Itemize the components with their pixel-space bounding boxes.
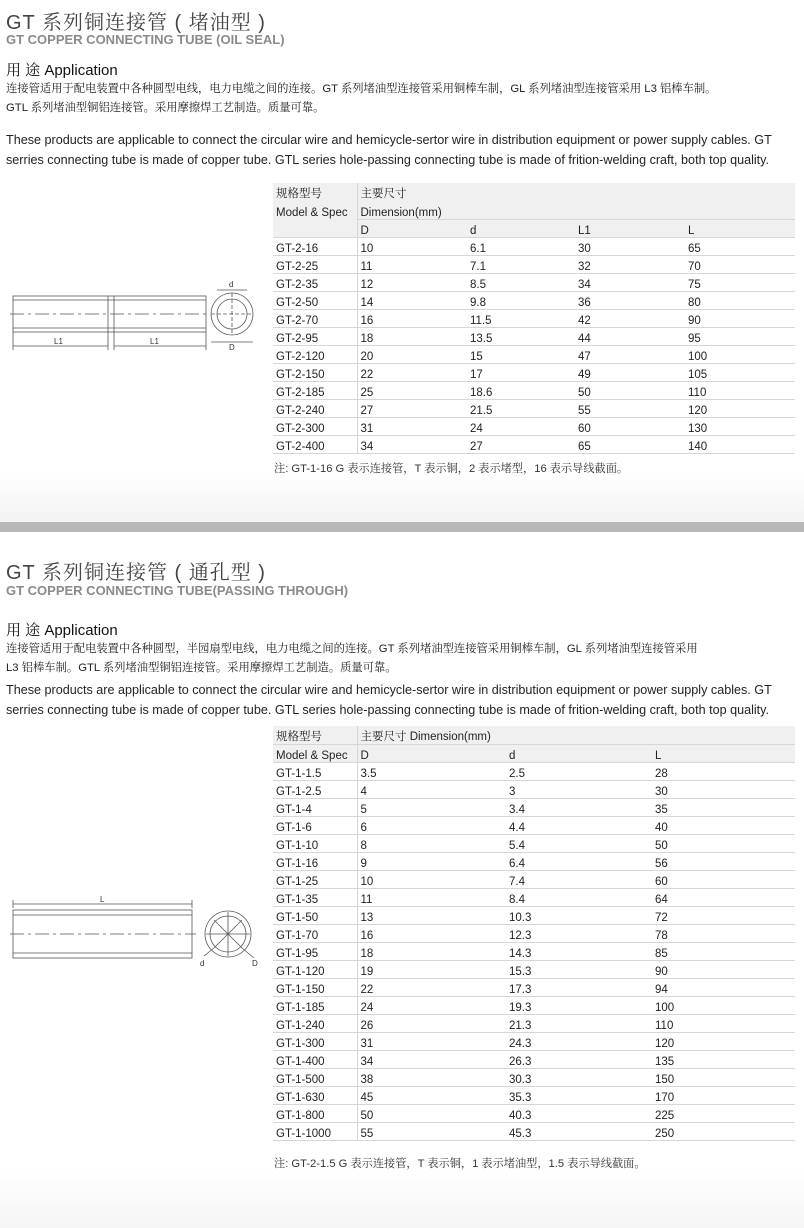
value-cell: 56 [652, 852, 795, 870]
model-cell: GT-1-185 [273, 996, 357, 1014]
value-cell: 18 [357, 942, 506, 960]
label-d-big: D [252, 959, 258, 968]
value-cell: 35 [652, 798, 795, 816]
value-cell: 65 [685, 237, 795, 255]
value-cell: 7.4 [506, 870, 652, 888]
value-cell: 50 [357, 1104, 506, 1122]
value-cell: 15.3 [506, 960, 652, 978]
header-blank [273, 219, 357, 237]
value-cell: 9 [357, 852, 506, 870]
value-cell: 13.5 [467, 327, 575, 345]
model-cell: GT-2-300 [273, 417, 357, 435]
section2-title-cn: GT 系列铜连接管 ( 通孔型 ) [6, 562, 266, 584]
section-passing-through [0, 548, 804, 1228]
value-cell: 6.1 [467, 237, 575, 255]
col-header: d [467, 219, 575, 237]
value-cell: 6 [357, 816, 506, 834]
table-row [273, 435, 795, 453]
section1-desc-cn-line1: 连接管适用于配电装置中各种圆型电线，电力电缆之间的连接。GT 系列堵油型连接管采用铜棒车制，GL 系列堵油型连接管采用 L3 铝棒车制。 [6, 83, 717, 95]
value-cell: 24 [467, 417, 575, 435]
table-row [273, 1050, 795, 1068]
tube-drawing-oil-seal [8, 276, 260, 360]
value-cell: 170 [652, 1086, 795, 1104]
dimension-cn: 主要尺寸 [357, 183, 795, 201]
value-cell: 75 [685, 273, 795, 291]
value-cell: 47 [575, 345, 685, 363]
value-cell: 5 [357, 798, 506, 816]
model-cell: GT-1-2.5 [273, 780, 357, 798]
value-cell: 90 [652, 960, 795, 978]
model-cell: GT-1-1000 [273, 1122, 357, 1140]
value-cell: 40 [652, 816, 795, 834]
table-row [273, 309, 795, 327]
value-cell: 3 [506, 780, 652, 798]
model-cell: GT-2-185 [273, 381, 357, 399]
section1-title-cn: GT 系列铜连接管 ( 堵油型 ) [6, 12, 266, 34]
table-row [273, 345, 795, 363]
value-cell: 78 [652, 924, 795, 942]
value-cell: 24.3 [506, 1032, 652, 1050]
value-cell: 22 [357, 363, 467, 381]
label-d-big: D [229, 343, 235, 352]
value-cell: 17.3 [506, 978, 652, 996]
header-en: Model & Spec [273, 201, 357, 219]
section1-title-en: GT COPPER CONNECTING TUBE (OIL SEAL) [6, 32, 285, 47]
label-l: L [100, 895, 105, 904]
table-row [273, 798, 795, 816]
table-row [273, 399, 795, 417]
value-cell: 135 [652, 1050, 795, 1068]
spec-table-oil-seal [273, 183, 795, 454]
model-cell: GT-2-25 [273, 255, 357, 273]
label-d-small: d [229, 280, 234, 289]
section2-desc-cn-line1: 连接管适用于配电装置中各种圆型，半园扇型电线，电力电缆之间的连接。GT 系列堵油型连接管采用铜棒车制，GL 系列堵油型连接管采用 [6, 643, 698, 655]
model-cell: GT-1-150 [273, 978, 357, 996]
table-row [273, 1014, 795, 1032]
table-row [273, 996, 795, 1014]
section1-note: 注: GT-1-16 G 表示连接管，T 表示铜，2 表示堵型，16 表示导线截面。 [274, 463, 629, 475]
value-cell: 8.5 [467, 273, 575, 291]
model-cell: GT-1-300 [273, 1032, 357, 1050]
value-cell: 10.3 [506, 906, 652, 924]
table-row [273, 906, 795, 924]
value-cell: 7.1 [467, 255, 575, 273]
section2-title-en: GT COPPER CONNECTING TUBE(PASSING THROUGH) [6, 583, 349, 598]
tube-drawing-passing-through [8, 892, 270, 974]
model-cell: GT-1-95 [273, 942, 357, 960]
value-cell: 110 [685, 381, 795, 399]
value-cell: 13 [357, 906, 506, 924]
section2-desc-en [6, 680, 798, 720]
section1-application-heading: 用 途 Application [6, 62, 118, 79]
model-cell: GT-2-400 [273, 435, 357, 453]
model-cell: GT-2-16 [273, 237, 357, 255]
value-cell: 15 [467, 345, 575, 363]
col-header: d [506, 744, 652, 762]
value-cell: 105 [685, 363, 795, 381]
value-cell: 9.8 [467, 291, 575, 309]
value-cell: 6.4 [506, 852, 652, 870]
section2-application-heading: 用 途 Application [6, 622, 118, 639]
value-cell: 100 [652, 996, 795, 1014]
value-cell: 14 [357, 291, 467, 309]
table-row [273, 327, 795, 345]
value-cell: 26.3 [506, 1050, 652, 1068]
value-cell: 11 [357, 255, 467, 273]
label-l1-right: L1 [150, 337, 159, 346]
value-cell: 10 [357, 870, 506, 888]
value-cell: 3.4 [506, 798, 652, 816]
section2-desc-cn [6, 640, 798, 678]
value-cell: 40.3 [506, 1104, 652, 1122]
value-cell: 95 [685, 327, 795, 345]
section1-desc-en [6, 130, 798, 170]
col-header: D [357, 744, 506, 762]
model-cell: GT-1-70 [273, 924, 357, 942]
value-cell: 90 [685, 309, 795, 327]
table-row [273, 780, 795, 798]
section1-desc-cn [6, 80, 798, 118]
model-cell: GT-1-630 [273, 1086, 357, 1104]
value-cell: 65 [575, 435, 685, 453]
section2-desc-cn-line2: L3 铝棒车制。GTL 系列堵油型铜铝连接管。采用摩擦焊工艺制造。质量可靠。 [6, 662, 397, 674]
table-row [273, 870, 795, 888]
value-cell: 16 [357, 924, 506, 942]
table-row [273, 363, 795, 381]
value-cell: 50 [575, 381, 685, 399]
value-cell: 12 [357, 273, 467, 291]
model-cell: GT-1-6 [273, 816, 357, 834]
section-oil-seal [0, 0, 804, 522]
table-row [273, 1032, 795, 1050]
value-cell: 85 [652, 942, 795, 960]
model-cell: GT-2-150 [273, 363, 357, 381]
value-cell: 64 [652, 888, 795, 906]
model-cell: GT-1-10 [273, 834, 357, 852]
table-row [273, 960, 795, 978]
value-cell: 45.3 [506, 1122, 652, 1140]
header-cn: 规格型号 [273, 183, 357, 201]
value-cell: 31 [357, 417, 467, 435]
table-row [273, 978, 795, 996]
model-cell: GT-1-16 [273, 852, 357, 870]
model-cell: GT-1-1.5 [273, 762, 357, 780]
table-row [273, 888, 795, 906]
value-cell: 22 [357, 978, 506, 996]
value-cell: 24 [357, 996, 506, 1014]
label-d-small: d [200, 959, 205, 968]
value-cell: 55 [575, 399, 685, 417]
table-row [273, 1122, 795, 1140]
model-cell: GT-2-95 [273, 327, 357, 345]
value-cell: 17 [467, 363, 575, 381]
value-cell: 150 [652, 1068, 795, 1086]
value-cell: 55 [357, 1122, 506, 1140]
table-row [273, 1104, 795, 1122]
model-cell: GT-1-800 [273, 1104, 357, 1122]
model-cell: GT-1-400 [273, 1050, 357, 1068]
model-cell: GT-1-240 [273, 1014, 357, 1032]
table-row [273, 273, 795, 291]
value-cell: 36 [575, 291, 685, 309]
section1-desc-en-line2: serries connecting tube is made of copper tube. GTL series hole-passing connecting tube is made of frition-welding craft, both top quality. [6, 153, 770, 167]
model-cell: GT-1-120 [273, 960, 357, 978]
value-cell: 30.3 [506, 1068, 652, 1086]
model-cell: GT-1-35 [273, 888, 357, 906]
model-cell: GT-1-500 [273, 1068, 357, 1086]
value-cell: 31 [357, 1032, 506, 1050]
value-cell: 27 [467, 435, 575, 453]
table-row [273, 291, 795, 309]
value-cell: 110 [652, 1014, 795, 1032]
section1-desc-en-line1: These products are applicable to connect the circular wire and hemicycle-sertor wire in distribution equipment or power supply cables. GT [6, 133, 772, 147]
value-cell: 28 [652, 762, 795, 780]
table-row [273, 237, 795, 255]
value-cell: 4.4 [506, 816, 652, 834]
section1-desc-cn-line2: GTL 系列堵油型铜铝连接管。采用摩擦焊工艺制造。质量可靠。 [6, 102, 325, 114]
header-en: Model & Spec [273, 744, 357, 762]
divider-spacer [0, 532, 804, 548]
spec-table-passing-through [273, 726, 795, 1141]
value-cell: 140 [685, 435, 795, 453]
dimension-en: Dimension(mm) [357, 201, 795, 219]
table-row [273, 942, 795, 960]
section2-desc-en-line1: These products are applicable to connect the circular wire and hemicycle-sertor wire in distribution equipment or power supply cables. GT [6, 683, 772, 697]
value-cell: 60 [575, 417, 685, 435]
value-cell: 34 [357, 435, 467, 453]
value-cell: 16 [357, 309, 467, 327]
header-cn: 规格型号 [273, 726, 357, 744]
value-cell: 250 [652, 1122, 795, 1140]
value-cell: 2.5 [506, 762, 652, 780]
value-cell: 18.6 [467, 381, 575, 399]
table-row [273, 816, 795, 834]
value-cell: 34 [357, 1050, 506, 1068]
table-row [273, 762, 795, 780]
value-cell: 32 [575, 255, 685, 273]
col-header: L [652, 744, 795, 762]
section-divider [0, 522, 804, 532]
table-row [273, 255, 795, 273]
table-row [273, 924, 795, 942]
dimension: 主要尺寸 Dimension(mm) [357, 726, 795, 744]
table-row [273, 1068, 795, 1086]
model-cell: GT-2-70 [273, 309, 357, 327]
value-cell: 130 [685, 417, 795, 435]
value-cell: 225 [652, 1104, 795, 1122]
value-cell: 70 [685, 255, 795, 273]
value-cell: 72 [652, 906, 795, 924]
value-cell: 120 [685, 399, 795, 417]
model-cell: GT-1-25 [273, 870, 357, 888]
value-cell: 30 [575, 237, 685, 255]
value-cell: 35.3 [506, 1086, 652, 1104]
value-cell: 5.4 [506, 834, 652, 852]
model-cell: GT-2-35 [273, 273, 357, 291]
value-cell: 100 [685, 345, 795, 363]
table-row [273, 834, 795, 852]
label-l1-left: L1 [54, 337, 63, 346]
col-header: L [685, 219, 795, 237]
value-cell: 14.3 [506, 942, 652, 960]
table-row [273, 1086, 795, 1104]
value-cell: 42 [575, 309, 685, 327]
value-cell: 20 [357, 345, 467, 363]
value-cell: 80 [685, 291, 795, 309]
value-cell: 27 [357, 399, 467, 417]
section2-desc-en-line2: serries connecting tube is made of copper tube. GTL series hole-passing connecting tube is made of frition-welding craft, both top quality. [6, 703, 770, 717]
col-header: D [357, 219, 467, 237]
value-cell: 8 [357, 834, 506, 852]
table-row [273, 417, 795, 435]
model-cell: GT-2-120 [273, 345, 357, 363]
value-cell: 45 [357, 1086, 506, 1104]
value-cell: 21.5 [467, 399, 575, 417]
table-row [273, 381, 795, 399]
value-cell: 120 [652, 1032, 795, 1050]
value-cell: 11 [357, 888, 506, 906]
table-row [273, 852, 795, 870]
model-cell: GT-2-240 [273, 399, 357, 417]
value-cell: 34 [575, 273, 685, 291]
value-cell: 3.5 [357, 762, 506, 780]
value-cell: 21.3 [506, 1014, 652, 1032]
value-cell: 49 [575, 363, 685, 381]
value-cell: 44 [575, 327, 685, 345]
value-cell: 50 [652, 834, 795, 852]
value-cell: 18 [357, 327, 467, 345]
value-cell: 11.5 [467, 309, 575, 327]
value-cell: 30 [652, 780, 795, 798]
value-cell: 19 [357, 960, 506, 978]
value-cell: 4 [357, 780, 506, 798]
value-cell: 26 [357, 1014, 506, 1032]
model-cell: GT-1-4 [273, 798, 357, 816]
value-cell: 60 [652, 870, 795, 888]
col-header: L1 [575, 219, 685, 237]
model-cell: GT-2-50 [273, 291, 357, 309]
section2-note: 注: GT-2-1.5 G 表示连接管，T 表示铜，1 表示堵油型，1.5 表示导线截面。 [274, 1158, 646, 1170]
value-cell: 94 [652, 978, 795, 996]
value-cell: 8.4 [506, 888, 652, 906]
value-cell: 25 [357, 381, 467, 399]
value-cell: 10 [357, 237, 467, 255]
value-cell: 38 [357, 1068, 506, 1086]
model-cell: GT-1-50 [273, 906, 357, 924]
value-cell: 12.3 [506, 924, 652, 942]
value-cell: 19.3 [506, 996, 652, 1014]
